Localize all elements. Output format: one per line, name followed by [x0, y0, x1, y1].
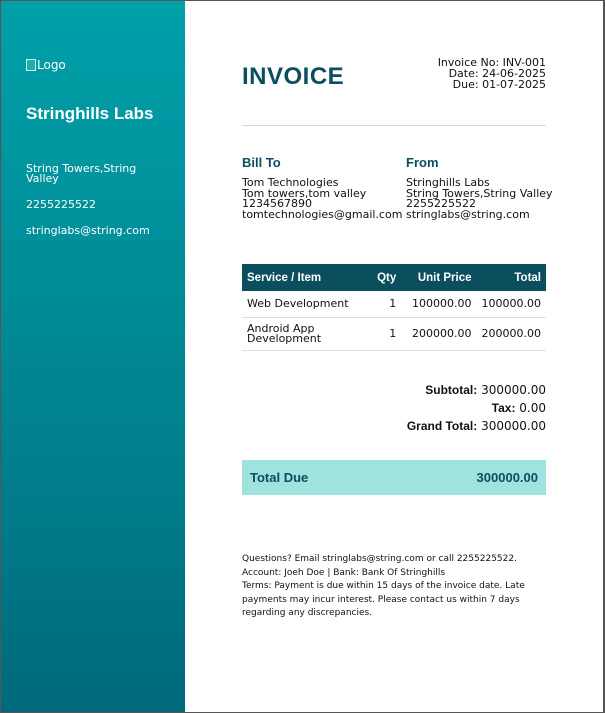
total-due-banner: [242, 460, 546, 495]
account-note: Account: Joeh Doe | Bank: Bank Of Stringhills: [242, 567, 446, 578]
header-total: Total: [477, 264, 547, 291]
grand-total-value: 300000.00: [481, 419, 546, 433]
bill-to-name: Tom Technologies: [242, 176, 339, 189]
from-name: Stringhills Labs: [406, 176, 490, 189]
contact-note: Questions? Email stringlabs@string.com or call 2255225522.: [242, 554, 517, 564]
divider: [242, 125, 546, 126]
row-service: Web Development: [242, 291, 372, 317]
table-row: [242, 317, 546, 350]
subtotal-line: [407, 381, 546, 399]
terms-note: Terms: Payment is due within 15 days of the invoice date. Late payments may incur interest. Please contact us within 7 days regarding any discrepancies.: [242, 581, 525, 619]
bill-to-heading: Bill To: [242, 155, 281, 170]
invoice-title: INVOICE: [242, 63, 345, 90]
invoice-due-date: Due: 01-07-2025: [452, 78, 546, 91]
header-service: Service / Item: [242, 264, 372, 291]
from-email: stringlabs@string.com: [406, 207, 530, 221]
broken-image-icon: [26, 59, 36, 71]
row-qty: 1: [372, 317, 401, 350]
row-unit-price: 100000.00: [401, 291, 476, 317]
table-row: [242, 291, 546, 317]
sidebar: [1, 1, 185, 712]
tax-line: [407, 399, 546, 417]
invoice-number: Invoice No: INV-001: [437, 56, 546, 69]
from-address: String Towers,String Valley: [406, 186, 553, 200]
invoice-body: [185, 1, 603, 712]
bill-to-email: tomtechnologies@gmail.com: [242, 207, 403, 221]
row-qty: 1: [372, 291, 401, 317]
company-phone: 2255225522: [26, 198, 96, 211]
invoice-meta: [438, 57, 546, 90]
tax-value: 0.00: [519, 401, 546, 415]
company-name: Stringhills Labs: [26, 104, 154, 123]
tax-label: Tax:: [491, 401, 516, 415]
logo: [26, 58, 66, 72]
header-unit-price: Unit Price: [401, 264, 476, 291]
total-due-value: 300000.00: [476, 470, 538, 485]
company-email: stringlabs@string.com: [26, 224, 150, 237]
items-table: [242, 264, 546, 351]
row-total: 200000.00: [477, 317, 547, 350]
totals-block: [407, 381, 546, 435]
from-section: [406, 156, 553, 220]
header-qty: Qty: [372, 264, 401, 291]
logo-alt-text: Logo: [37, 58, 66, 72]
grand-total-line: [407, 417, 546, 435]
notes-section: [242, 553, 547, 621]
bill-to-address: Tom towers,tom valley: [242, 186, 367, 200]
grand-total-label: Grand Total:: [406, 419, 478, 433]
row-unit-price: 200000.00: [401, 317, 476, 350]
bill-to-section: [242, 156, 402, 220]
subtotal-label: Subtotal:: [425, 383, 478, 397]
row-service: Android App Development: [242, 317, 372, 350]
table-header-row: [242, 264, 546, 291]
bill-to-phone: 1234567890: [242, 197, 312, 210]
subtotal-value: 300000.00: [481, 383, 546, 397]
invoice-date: Date: 24-06-2025: [448, 67, 546, 80]
row-total: 100000.00: [477, 291, 547, 317]
from-phone: 2255225522: [406, 197, 476, 210]
company-address: String Towers,String Valley: [26, 162, 137, 185]
total-due-label: Total Due: [250, 470, 309, 485]
from-heading: From: [406, 155, 439, 170]
